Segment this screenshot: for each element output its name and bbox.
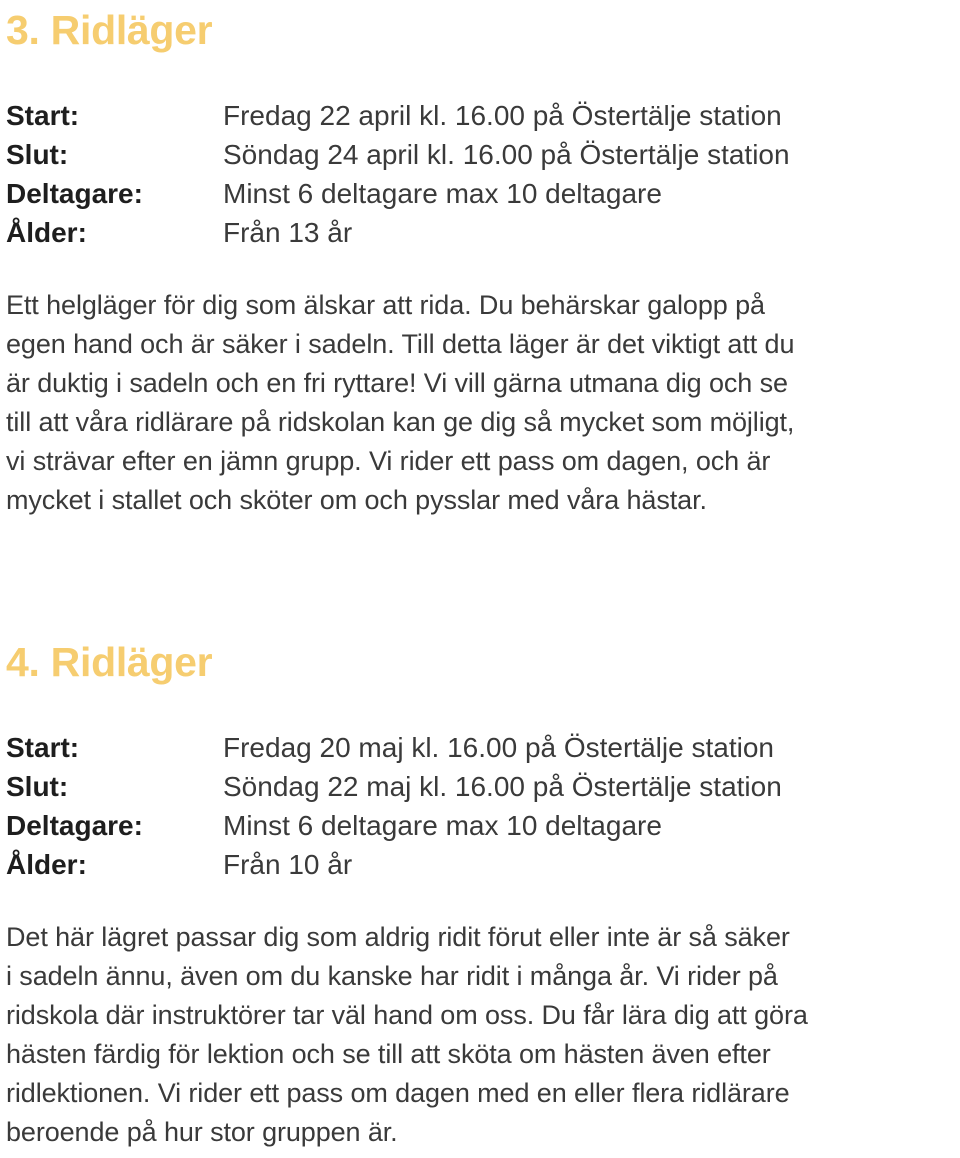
participants-row <box>6 806 960 845</box>
end-value: Söndag 24 april kl. 16.00 på Östertälje station <box>223 139 790 170</box>
section-title: 3. Ridläger <box>6 7 213 53</box>
age-label: Ålder: <box>6 217 87 248</box>
participants-label: Deltagare: <box>6 178 143 209</box>
description-line: till att våra ridlärare på ridskolan kan ge dig så mycket som möjligt, <box>6 407 795 437</box>
start-value: Fredag 22 april kl. 16.00 på Östertälje station <box>223 100 782 131</box>
age-value: Från 13 år <box>223 217 353 248</box>
start-label: Start: <box>6 100 80 131</box>
description-line: ridlektionen. Vi rider ett pass om dagen med en eller flera ridlärare <box>6 1078 790 1108</box>
end-row <box>6 135 960 174</box>
description-line: beroende på hur stor gruppen är. <box>6 1117 398 1147</box>
camp-info <box>6 728 960 884</box>
start-value: Fredag 20 maj kl. 16.00 på Östertälje station <box>223 732 774 763</box>
camp-section-3 <box>6 0 960 520</box>
description-line: Ett helgläger för dig som älskar att rida. Du behärskar galopp på <box>6 290 765 320</box>
start-row <box>6 728 960 767</box>
participants-value: Minst 6 deltagare max 10 deltagare <box>223 810 662 841</box>
end-label: Slut: <box>6 771 69 802</box>
end-value: Söndag 22 maj kl. 16.00 på Östertälje station <box>223 771 782 802</box>
start-row <box>6 96 960 135</box>
camp-description <box>6 286 960 520</box>
participants-row <box>6 174 960 213</box>
description-line: ridskola där instruktörer tar väl hand om oss. Du får lära dig att göra <box>6 1000 808 1030</box>
camp-info <box>6 96 960 252</box>
end-row <box>6 767 960 806</box>
participants-label: Deltagare: <box>6 810 143 841</box>
age-value: Från 10 år <box>223 849 353 880</box>
camp-description <box>6 918 960 1152</box>
description-line: Det här lägret passar dig som aldrig ridit förut eller inte är så säker <box>6 922 790 952</box>
description-line: vi strävar efter en jämn grupp. Vi rider ett pass om dagen, och är <box>6 446 771 476</box>
start-label: Start: <box>6 732 80 763</box>
participants-value: Minst 6 deltagare max 10 deltagare <box>223 178 662 209</box>
camp-section-4 <box>6 632 960 1152</box>
description-line: mycket i stallet och sköter om och pysslar med våra hästar. <box>6 485 707 515</box>
description-line: egen hand och är säker i sadeln. Till detta läger är det viktigt att du <box>6 329 795 359</box>
end-label: Slut: <box>6 139 69 170</box>
description-line: i sadeln ännu, även om du kanske har ridit i många år. Vi rider på <box>6 961 778 991</box>
description-line: är duktig i sadeln och en fri ryttare! Vi vill gärna utmana dig och se <box>6 368 788 398</box>
description-line: hästen färdig för lektion och se till att sköta om hästen även efter <box>6 1039 771 1069</box>
age-label: Ålder: <box>6 849 87 880</box>
age-row <box>6 845 960 884</box>
section-title: 4. Ridläger <box>6 639 213 685</box>
age-row <box>6 213 960 252</box>
